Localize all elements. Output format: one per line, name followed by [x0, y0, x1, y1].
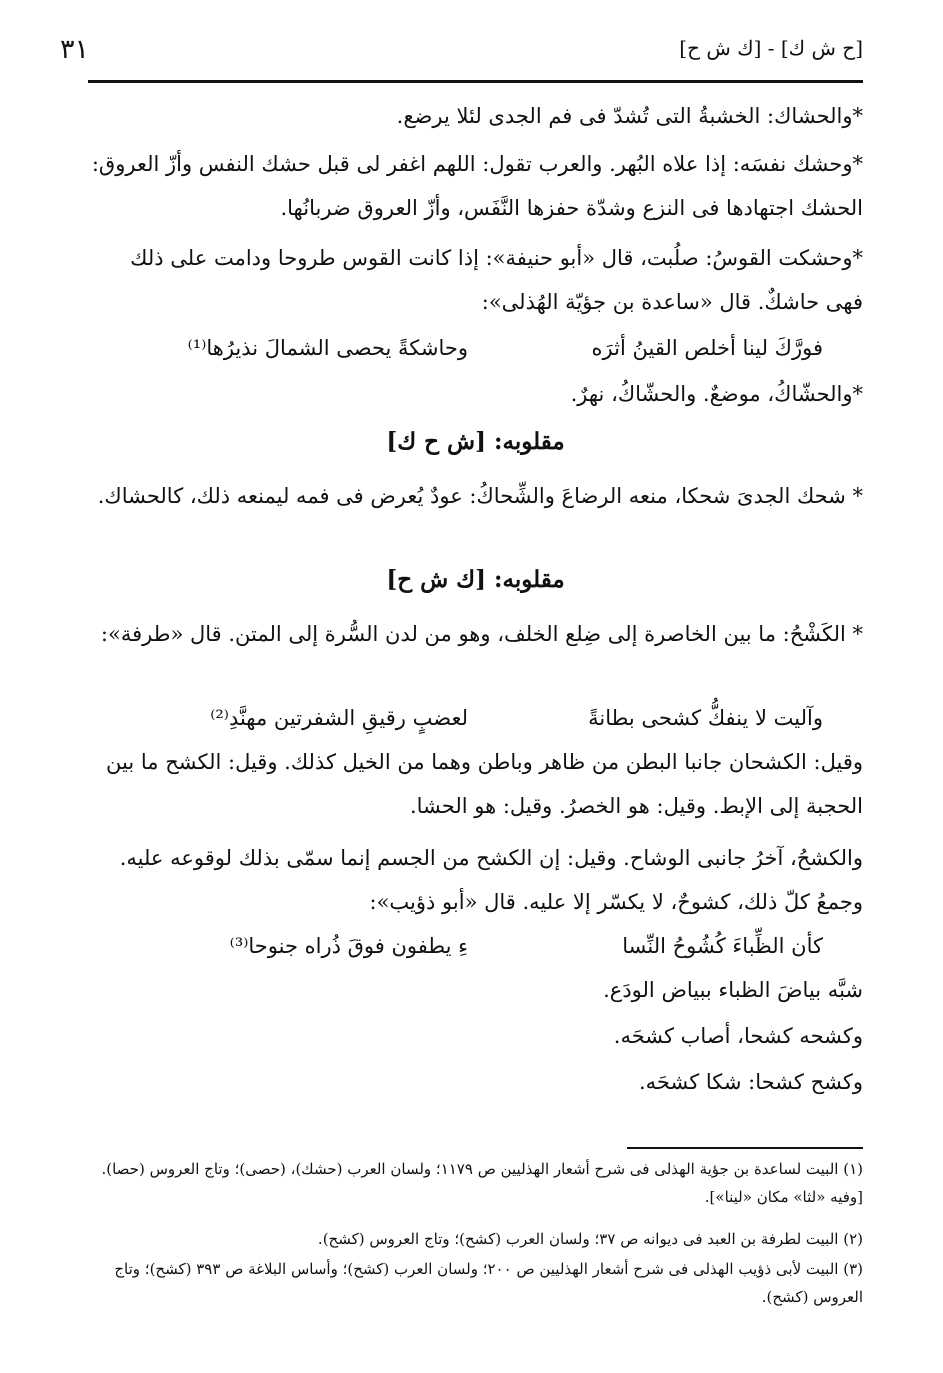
- entry-kashiha: وكشح كشحا: شكا كشحَه.: [638, 1070, 863, 1094]
- entry-shabbaha: شبَّه بياضَ الظباء ببياض الودَع.: [603, 978, 863, 1002]
- verse-2-second-hemistich: لعضبٍ رقيقِ الشفرتين مهنَّدِ⁽²⁾: [210, 706, 468, 730]
- entry-kashahahu: وكشحه كشحا، أصاب كشحَه.: [613, 1024, 863, 1048]
- verse-3-second-hemistich: ءِ يطفون فوقَ ذُراه جنوحا⁽³⁾: [229, 934, 468, 958]
- section-heading-kshh: مقلوبه: [ك ش ح]: [386, 566, 565, 593]
- page-number: ٣١: [60, 34, 90, 65]
- running-head: [ح ش ك] - [ك ش ح]: [679, 36, 863, 60]
- entry-hashaka-nafsahu: *وحشك نفسَه: إذا علاه البُهر. والعرب تقول: اللهم اغفر لى قبل حشك النفس وأزّ العروق: الحشك اجتهادها فى النزع وشدّة حفزها النَّفَس، وأزّ العروق ضربانُها.: [91, 152, 863, 220]
- entry-hashshak: *والحشّاكُ، موضعٌ. والحشّاكُ، نهرٌ.: [570, 382, 863, 406]
- footnote-1: (١) البيت لساعدة بن جؤية الهذلى فى شرح أشعار الهذليين ص ١١٧٩؛ ولسان العرب (حشك)، (حصى)؛ وتاج العروس (حصا). [وفيه «لثا» مكان «لينا»].: [101, 1160, 863, 1206]
- entry-kashh: * الكَشْحُ: ما بين الخاصرة إلى ضِلع الخلف، وهو من لدن السُّرة إلى المتن. قال «طرفة»:: [100, 622, 863, 646]
- verse-1-second-hemistich: وحاشكةً يحصى الشمالَ نذيرُها⁽¹⁾: [187, 336, 468, 360]
- verse-1-first-hemistich: فورَّكَ لينا أخلص القينُ أثرَه: [591, 336, 823, 360]
- verse-3-first-hemistich: كأن الظِّباءَ كُشُوحُ النِّسا: [622, 934, 823, 958]
- entry-shahaka: * شحك الجدىَ شحكا، منعه الرضاعَ والشِّحاكُ: عودٌ يُعرض فى فمه ليمنعه ذلك، كالحشاك.: [97, 484, 863, 508]
- section-heading-shhk: مقلوبه: [ش ح ك]: [386, 428, 565, 455]
- entry-kashh-wishah: والكشحُ، آخرُ جانبى الوشاح. وقيل: إن الكشح من الجسم إنما سمّى بذلك لوقوعه عليه. وجمعُ كلّ ذلك، كشوحٌ، لا يكسّر إلا عليه. قال «أبو ذؤيب»:: [119, 846, 863, 914]
- header-rule: [88, 80, 863, 83]
- footnote-2: (٢) البيت لطرفة بن العبد فى ديوانه ص ٣٧؛ ولسان العرب (كشح)؛ وتاج العروس (كشح).: [317, 1230, 863, 1248]
- verse-2-first-hemistich: وآليت لا ينفكُّ كشحى بطانةً: [588, 706, 823, 730]
- verse-1: [88, 336, 863, 376]
- page-header: [60, 30, 863, 74]
- entry-hashakat-alqaws: *وحشكت القوسُ: صلُبت، قال «أبو حنيفة»: إذا كانت القوس طروحا ودامت على ذلك فهى حاشكٌ. قال «ساعدة بن جؤيّة الهُذلى»:: [130, 246, 863, 314]
- entry-hashak: *والحشاك: الخشبةُ التى تُشدّ فى فم الجدى لئلا يرضع.: [396, 104, 863, 128]
- footnote-rule: [627, 1147, 863, 1149]
- entry-kashhan: وقيل: الكشحان جانبا البطن من ظاهر وباطن وهما من الخيل كذلك. وقيل: الكشح ما بين الحجبة إلى الإبط. وقيل: هو الخصرُ. وقيل: هو الحشا.: [106, 750, 863, 818]
- footnote-3: (٣) البيت لأبى ذؤيب الهذلى فى شرح أشعار الهذليين ص ٢٠٠؛ ولسان العرب (كشح)؛ وأساس البلاغة ص ٣٩٣ (كشح)؛ وتاج العروس (كشح).: [114, 1260, 863, 1306]
